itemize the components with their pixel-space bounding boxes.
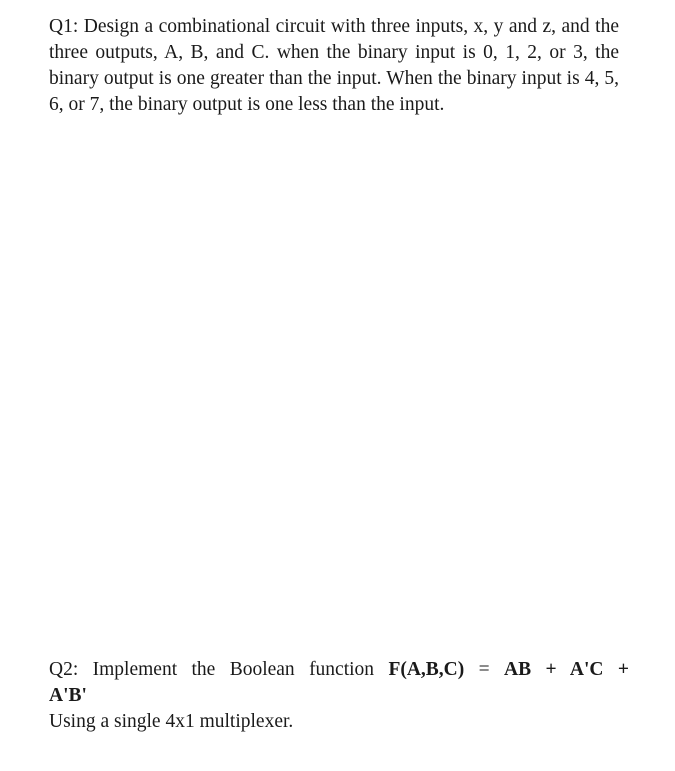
question-2-instruction: Using a single 4x1 multiplexer. [49, 711, 294, 732]
question-2-line-1 [49, 657, 629, 683]
question-1-text: Q1: Design a combinational circuit with three inputs, x, y and z, and the three outputs, A, B, and C. when the binary input is 0, 1, 2, or 3, the binary output is one greater than the input. When the binary input is 4, 5, 6, or 7, the binary output is one less than the input. [49, 16, 619, 115]
function-rhs-part-1: AB + A'C + [504, 659, 629, 680]
question-2-prefix: Q2: Implement the Boolean function [49, 659, 389, 680]
equals-sign: = [464, 659, 505, 680]
function-lhs: F(A,B,C) [388, 659, 465, 680]
function-rhs-part-2: A'B' [49, 685, 87, 706]
question-2 [49, 657, 629, 735]
